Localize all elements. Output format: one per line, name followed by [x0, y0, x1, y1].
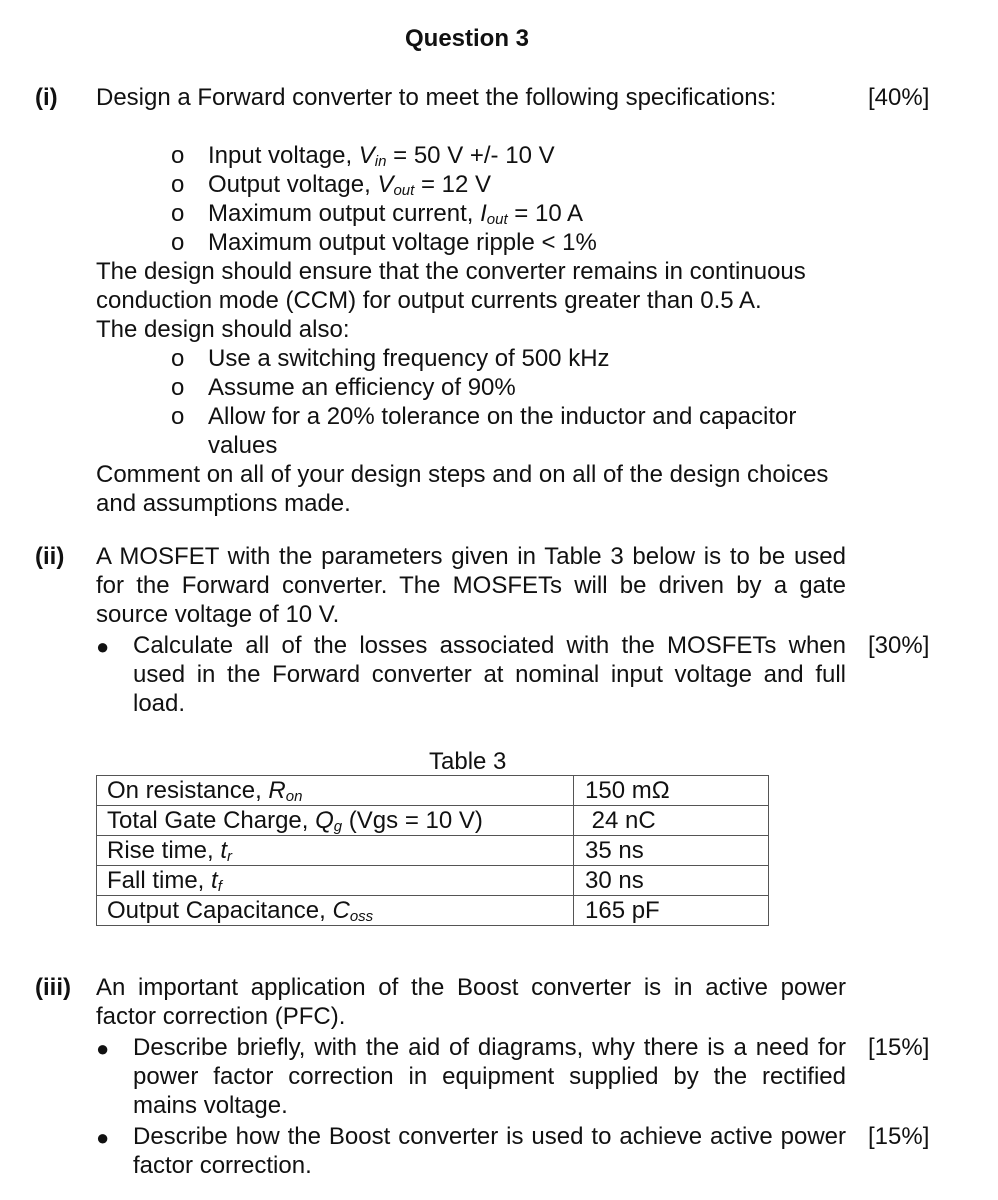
table-row: [97, 866, 769, 896]
also-heading: The design should also:: [96, 316, 350, 343]
value-cell: 165 pF: [574, 896, 769, 926]
value-cell: 150 mΩ: [574, 776, 769, 806]
circle-bullet-icon: o: [171, 200, 185, 227]
circle-bullet-icon: o: [171, 345, 185, 372]
spec-item: Input voltage, $V_{in} = 50$ V +/- 10 V: [208, 142, 555, 170]
circle-bullet-icon: o: [171, 403, 185, 430]
table-row: [97, 896, 769, 926]
circle-bullet-icon: o: [171, 229, 185, 256]
parameter-cell: Output Capacitance, $C_{oss}$: [97, 896, 574, 926]
part-2-label: (ii): [35, 543, 65, 570]
part-2-weight: [30%]: [868, 632, 930, 659]
value-cell: 30 ns: [574, 866, 769, 896]
spec-item: Output voltage, $V_{out} = 12$ V: [208, 171, 492, 199]
parameter-cell: Fall time, $t_f$: [97, 866, 574, 896]
comment-instruction: Comment on all of your design steps and on all of the design choices and assumptions made.: [96, 461, 829, 517]
value-cell: 35 ns: [574, 836, 769, 866]
spec-item: Maximum output current, $I_{out} = 10$ A: [208, 200, 584, 228]
part-3-task: Describe briefly, with the aid of diagrams, why there is a need for power factor correction in equipment supplied by the rectified mains voltage.: [133, 1034, 846, 1119]
part-3-intro: An important application of the Boost converter is in active power factor correction (PFC).: [96, 974, 846, 1030]
table-row: [97, 836, 769, 866]
part-3-weight: [15%]: [868, 1123, 930, 1150]
circle-bullet-icon: o: [171, 374, 185, 401]
bullet-icon: ●: [96, 1125, 110, 1150]
part-3-task: Describe how the Boost converter is used to achieve active power factor correction.: [133, 1123, 846, 1179]
part-2-task: Calculate all of the losses associated with the MOSFETs when used in the Forward converter at nominal input voltage and full load.: [133, 632, 846, 717]
parameter-cell: On resistance, $R_{on}$: [97, 776, 574, 806]
value-cell: 24 nC: [574, 806, 769, 836]
page-title: Question 3: [405, 25, 530, 52]
table-row: [97, 806, 769, 836]
bullet-icon: ●: [96, 1036, 110, 1061]
part-1-weight: [40%]: [868, 84, 930, 111]
parameter-cell: Rise time, $t_r$: [97, 836, 574, 866]
part-1-label: (i): [35, 84, 58, 111]
also-item: Allow for a 20% tolerance on the inductor and capacitor values: [208, 403, 797, 459]
part-2-intro: A MOSFET with the parameters given in Table 3 below is to be used for the Forward converter. The MOSFETs will be driven by a gate source voltage of 10 V.: [96, 543, 846, 628]
part-1-heading: Design a Forward converter to meet the following specifications:: [96, 84, 777, 111]
ccm-requirement: The design should ensure that the converter remains in continuous conduction mode (CCM) for output currents greater than 0.5 A.: [96, 258, 806, 314]
also-item: Use a switching frequency of 500 kHz: [208, 345, 610, 372]
circle-bullet-icon: o: [171, 142, 185, 169]
spec-item: Maximum output voltage ripple < 1%: [208, 229, 597, 256]
table-caption: Table 3: [429, 748, 507, 775]
part-3-weight: [15%]: [868, 1034, 930, 1061]
bullet-icon: ●: [96, 634, 110, 659]
parameter-cell: Total Gate Charge, $Q_g$ (Vgs = 10 V): [97, 806, 574, 836]
table-row: [97, 776, 769, 806]
also-item: Assume an efficiency of 90%: [208, 374, 516, 401]
circle-bullet-icon: o: [171, 171, 185, 198]
part-3-label: (iii): [35, 974, 71, 1001]
mosfet-parameter-table: [96, 775, 769, 926]
